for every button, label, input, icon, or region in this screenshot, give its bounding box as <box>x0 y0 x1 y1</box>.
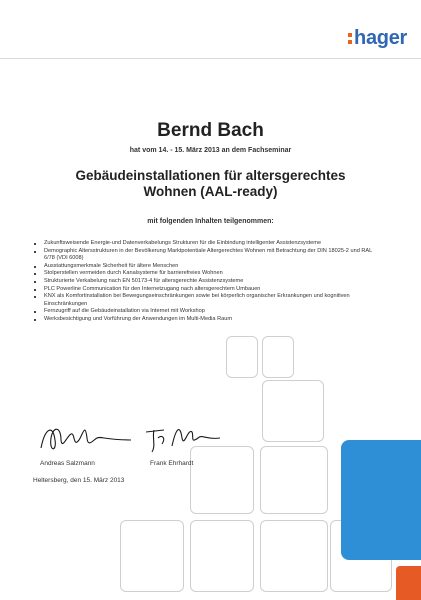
topics-intro: mit folgenden Inhalten teilgenommen: <box>147 218 274 225</box>
decor-square <box>262 336 294 378</box>
list-item: Fernzugriff auf die Gebäudeinstallation via Internet mit Workshop <box>33 308 383 316</box>
signature-left <box>35 418 135 458</box>
list-item: Zukunftsweisende Energie-und Datenverkabelungs Strukturen für die Einbindung intelligenter Assistenzsysteme <box>33 240 383 248</box>
course-title-line2: Wohnen (AAL-ready) <box>143 184 278 200</box>
list-item: Stolperstellen vermeiden durch Kanalsysteme für barrierefreies Wohnen <box>33 270 383 278</box>
list-item: PLC Powerline Communication für den Internetzugang nach altersgerechtem Umbauen <box>33 286 383 294</box>
attendance-line: hat vom 14. - 15. März 2013 an dem Fachseminar <box>129 147 292 154</box>
decor-square <box>260 446 328 514</box>
course-title-line1: Gebäudeinstallationen für altersgerechtes <box>75 168 346 183</box>
logo-text: hager <box>354 27 407 49</box>
decor-square <box>262 380 324 442</box>
orange-accent-block <box>396 566 421 600</box>
signer-right-name: Frank Ehrhardt <box>150 460 194 467</box>
signature-right <box>142 418 222 458</box>
decor-square <box>190 520 254 592</box>
list-item: Ausstattungsmerkmale Sicherheit für ältere Menschen <box>33 263 383 271</box>
logo-colon-icon <box>348 32 352 44</box>
list-item: Demographic Altersstrukturen in der Bevölkerung Marktpotentiale Altergerechtes Wohnen mit Betrachtung der DIN 18025-2 und RAL 6/78 (VDI 6008) <box>33 248 383 263</box>
list-item: Werksbesichtigung und Vorführung der Anwendungen im Multi-Media Raum <box>33 316 383 324</box>
signer-left-name: Andreas Salzmann <box>40 460 95 467</box>
decor-square <box>226 336 258 378</box>
list-item: Strukturierte Verkabelung nach EN 50173-4 für altersgerechte Assistenzsysteme <box>33 278 383 286</box>
topics-list <box>33 240 383 324</box>
list-item: KNX als Komfortinstallation bei Bewegungseinschränkungen sowie bei körperlich organischer Erkrankungen und kognitiven Einschränkungen <box>33 293 383 308</box>
decor-square <box>260 520 328 592</box>
hager-logo <box>348 28 407 48</box>
blue-accent-block <box>341 440 421 560</box>
place-date: Heltersberg, den 15. März 2013 <box>33 477 125 484</box>
decor-square <box>120 520 184 592</box>
recipient-name: Bernd Bach <box>157 120 264 141</box>
course-title <box>0 168 421 200</box>
header-divider <box>0 58 421 59</box>
